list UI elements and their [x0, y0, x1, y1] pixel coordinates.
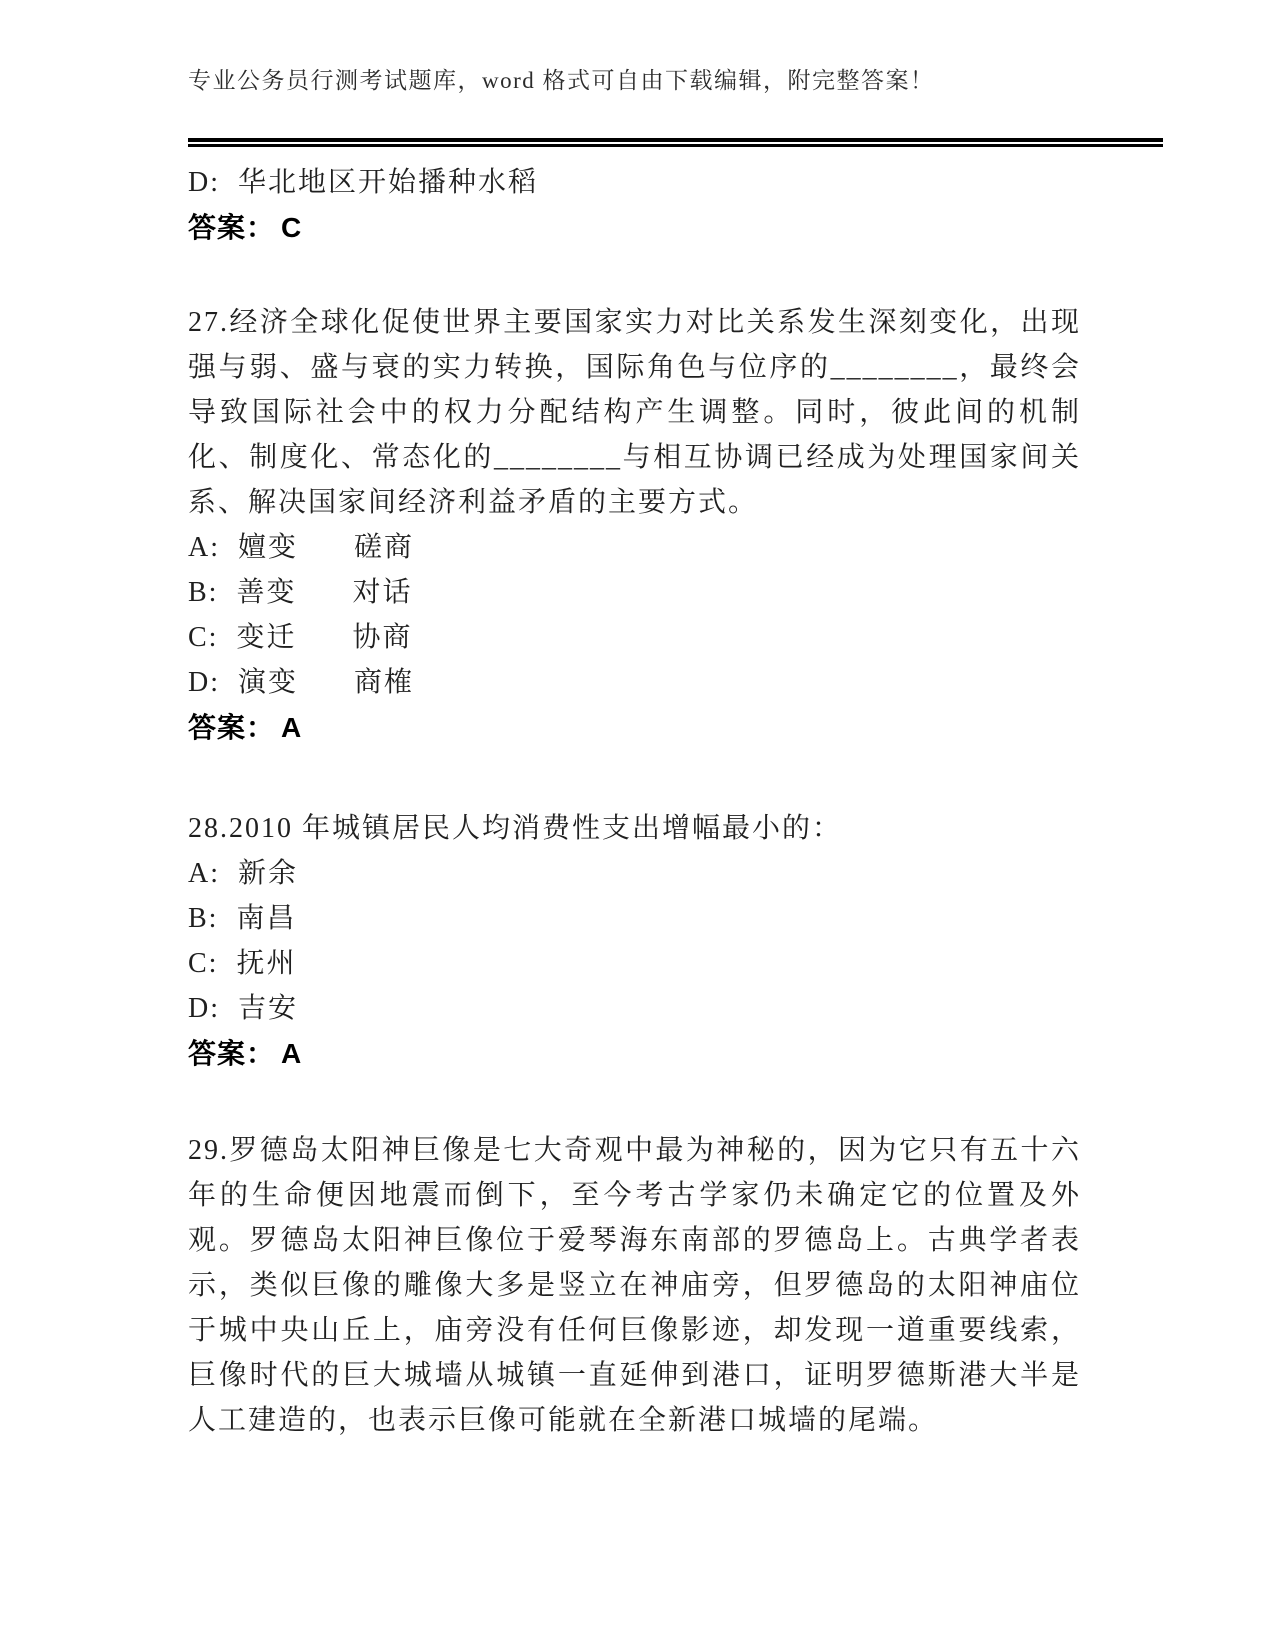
question-27-option-b — [188, 570, 1081, 615]
option-word1: 变迁 — [236, 622, 297, 653]
question-27-text — [188, 300, 1081, 525]
question-28-option-c — [188, 941, 1081, 986]
option-label: B: — [188, 577, 219, 608]
header-notice-text: 专业公务员行测考试题库，word 格式可自由下载编辑，附完整答案！ — [188, 68, 935, 93]
question-27-answer — [188, 705, 1081, 750]
question-27-option-a — [188, 525, 1081, 570]
option-word2: 商榷 — [354, 667, 415, 698]
question-28-text — [188, 806, 1081, 851]
option-word2: 磋商 — [354, 532, 415, 563]
option-label: D: — [188, 667, 220, 698]
option-word1: 善变 — [236, 577, 297, 608]
question-26-answer — [188, 205, 1081, 250]
answer-value: A — [281, 712, 303, 743]
option-word1: 新余 — [238, 858, 299, 889]
question-28-option-d — [188, 986, 1081, 1031]
question-28-option-b — [188, 896, 1081, 941]
question-27-option-d — [188, 660, 1081, 705]
page-header — [188, 64, 1163, 147]
document-body — [188, 160, 1081, 1443]
question-29-text — [188, 1128, 1081, 1443]
option-label: A: — [188, 858, 220, 889]
header-double-rule — [188, 138, 1163, 147]
question-29-body: 罗德岛太阳神巨像是七大奇观中最为神秘的，因为它只有五十六年的生命便因地震而倒下，至今考古学家仍未确定它的位置及外观。罗德岛太阳神巨像位于爱琴海东南部的罗德岛上。古典学者表示，类似巨像的雕像大多是竖立在神庙旁，但罗德岛的太阳神庙位于城中央山丘上，庙旁没有任何巨像影迹，却发现一道重要线索，巨像时代的巨大城墙从城镇一直延伸到港口，证明罗德斯港大半是人工建造的，也表示巨像可能就在全新港口城墙的尾端。 — [188, 1135, 1081, 1436]
question-28-number: 28. — [188, 813, 229, 844]
answer-label: 答案： — [188, 1038, 276, 1069]
option-word2: 对话 — [352, 577, 413, 608]
rule-bar-thin — [188, 144, 1163, 147]
question-26-option-d — [188, 160, 1081, 205]
question-28-option-a — [188, 851, 1081, 896]
option-label: B: — [188, 903, 219, 934]
answer-value: A — [281, 1038, 303, 1069]
option-label: C: — [188, 948, 219, 979]
question-28-answer — [188, 1031, 1081, 1076]
question-27-option-c — [188, 615, 1081, 660]
question-27-body: 经济全球化促使世界主要国家实力对比关系发生深刻变化，出现强与弱、盛与衰的实力转换，国际角色与位序的________，最终会导致国际社会中的权力分配结构产生调整。同时，彼此间的机制化、制度化、常态化的________与相互协调已经成为处理国家间关系、解决国家间经济利益矛盾的主要方式。 — [188, 307, 1081, 518]
option-word1: 南昌 — [236, 903, 297, 934]
question-29-number: 29. — [188, 1135, 229, 1166]
option-label: D: — [188, 993, 220, 1024]
option-word2: 协商 — [352, 622, 413, 653]
option-label: C: — [188, 622, 219, 653]
question-28-body: 2010 年城镇居民人均消费性支出增幅最小的： — [229, 813, 843, 844]
option-label: A: — [188, 532, 220, 563]
answer-label: 答案： — [188, 212, 276, 243]
answer-label: 答案： — [188, 712, 276, 743]
option-word1: 演变 — [238, 667, 299, 698]
answer-value: C — [281, 212, 303, 243]
option-word1: 嬗变 — [238, 532, 299, 563]
option-word1: 吉安 — [238, 993, 299, 1024]
option-label: D: — [188, 167, 220, 198]
option-text: 华北地区开始播种水稻 — [238, 167, 539, 198]
question-27-number: 27. — [188, 307, 229, 338]
option-word1: 抚州 — [236, 948, 297, 979]
